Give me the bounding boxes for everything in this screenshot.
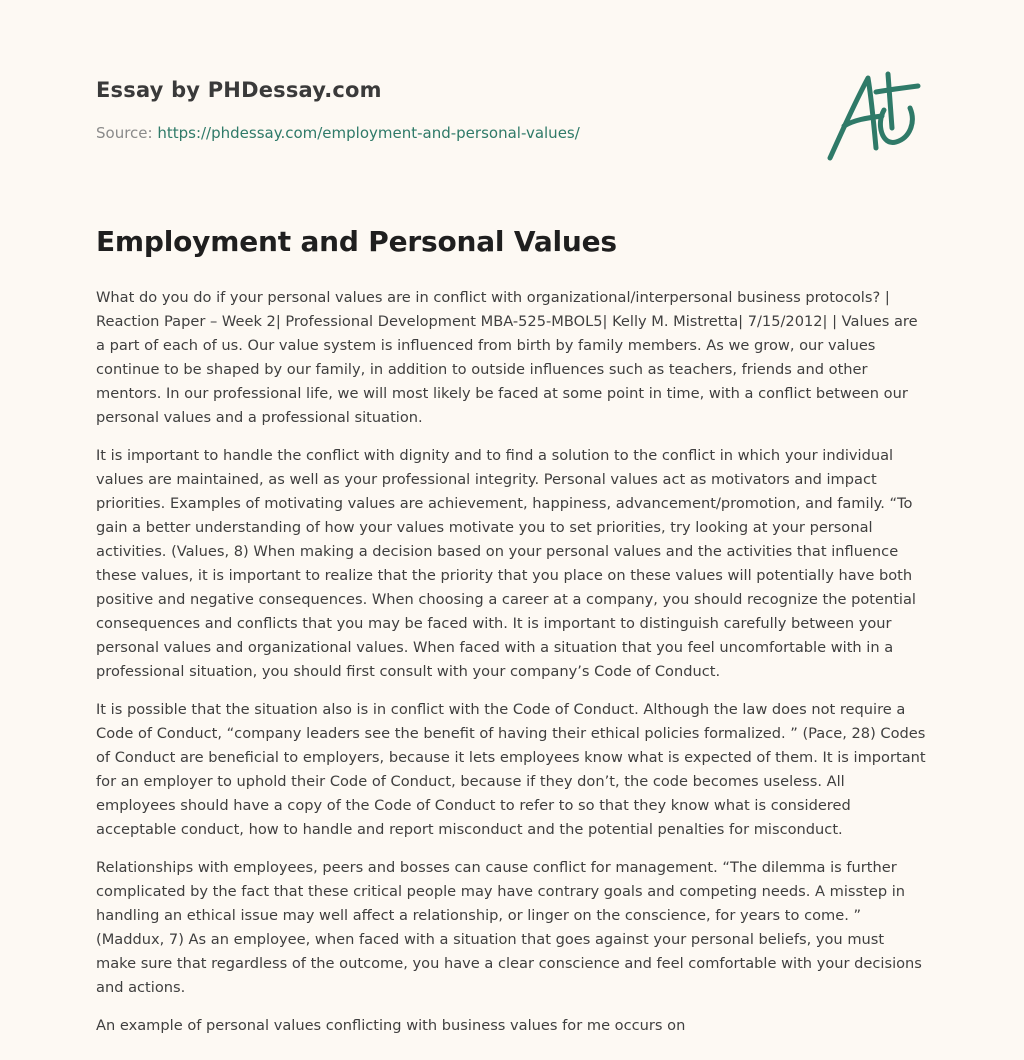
source-line	[96, 124, 580, 142]
essay-paragraph: Relationships with employees, peers and bosses can cause conflict for management. “The dilemma is further complicated by the fact that these critical people may have contrary goals and competing needs. A misstep in handling an ethical issue may well affect a relationship, or linger on the conscience, for years to come. ” (Maddux, 7) As an employee, when faced with a situation that goes against your personal beliefs, you must make sure that regardless of the outcome, you have a clear conscience and feel comfortable with your decisions and actions.	[96, 859, 922, 996]
a-plus-logo-icon	[824, 66, 928, 166]
essay-body	[96, 286, 926, 1052]
essay-paragraph: What do you do if your personal values are in conflict with organizational/interpersonal business protocols? | Reaction Paper – Week 2| Professional Development MBA-525-MBOL5| Kelly M. Mistretta| 7/15/2012| | Values are a part of each of us. Our value system is influenced from birth by family members. As we grow, our values continue to be shaped by our family, in addition to outside influences such as teachers, friends and other mentors. In our professional life, we will most likely be faced at some point in time, with a conflict between our personal values and a professional situation.	[96, 289, 918, 426]
site-brand: Essay by PHDessay.com	[96, 78, 382, 102]
essay-title: Employment and Personal Values	[96, 225, 617, 258]
essay-paragraph: It is possible that the situation also is in conflict with the Code of Conduct. Although the law does not require a Code of Conduct, “company leaders see the benefit of having their ethical policies formalized. ” (Pace, 28) Codes of Conduct are beneficial to employers, because it lets employees know what is expected of them. It is important for an employer to uphold their Code of Conduct, because if they don’t, the code becomes useless. All employees should have a copy of the Code of Conduct to refer to so that they know what is considered acceptable conduct, how to handle and report misconduct and the potential penalties for misconduct.	[96, 701, 926, 838]
source-link[interactable]: https://phdessay.com/employment-and-personal-values/	[157, 124, 580, 142]
source-label: Source:	[96, 124, 158, 142]
essay-paragraph: It is important to handle the conflict with dignity and to find a solution to the conflict in which your individual values are maintained, as well as your professional integrity. Personal values act as motivators and impact priorities. Examples of motivating values are achievement, happiness, advancement/promotion, and family. “To gain a better understanding of how your values motivate you to set priorities, try looking at your personal activities. (Values, 8) When making a decision based on your personal values and the activities that influence these values, it is important to realize that the priority that you place on these values will potentially have both positive and negative consequences. When choosing a career at a company, you should recognize the potential consequences and conflicts that you may be faced with. It is important to distinguish carefully between your personal values and organizational values. When faced with a situation that you feel uncomfortable with in a professional situation, you should first consult with your company’s Code of Conduct.	[96, 447, 916, 680]
essay-paragraph: An example of personal values conflicting with business values for me occurs on	[96, 1017, 686, 1034]
